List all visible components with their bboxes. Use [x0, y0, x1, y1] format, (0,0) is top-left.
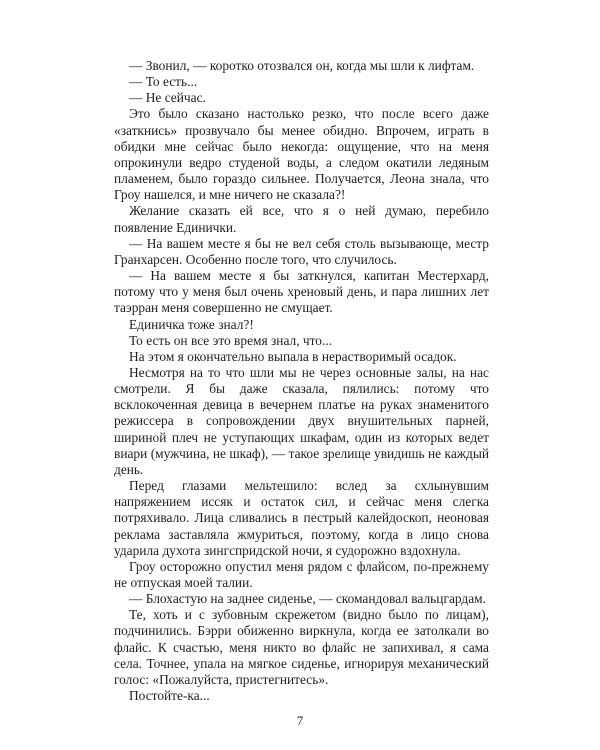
- paragraph: — Звонил, — коротко отозвался он, когда мы шли к лифтам.: [129, 58, 475, 73]
- paragraph: — На вашем месте я бы не вел себя столь вызывающе, местр Гранхарсен. Особенно после того, что случилось.: [114, 235, 489, 267]
- paragraph: Гроу осторожно опустил меня рядом с флайсом, по-прежнему не отпуская моей талии.: [114, 558, 489, 590]
- paragraph: На этом я окончательно выпала в нерастворимый осадок.: [129, 348, 457, 364]
- paragraph: Единичка тоже знал?!: [129, 316, 254, 332]
- paragraph: Несмотря на то что шли мы не через основные залы, на нас смотрели. Я бы даже сказала, пялились: потому что всклокоченная девица в вечернем платье на руках знаменитого режиссера в сопровождении двух внушительных парней, шириной плеч не уступающих шкафам, один из которых ведет виари (мужчина, не шкаф), — такое зрелище увидишь не каждый день.: [114, 364, 489, 477]
- paragraph: — Не сейчас.: [129, 90, 206, 106]
- paragraph: — Блохастую на заднее сиденье, — скомандовал вальцгардам.: [129, 591, 486, 607]
- paragraph: — На вашем месте я бы заткнулся, капитан Местерхард, потому что у меня был очень хреновый день, и пара лишних лет таэрран меня совершенно не смущает.: [114, 268, 489, 316]
- paragraph: Те, хоть и с зубовным скрежетом (видно было по лицам), подчинились. Бэрри обиженно виркнула, когда ее затолкали во флайс. К счастью, меня никто во флайс не запихивал, я сама села. Точнее, упала на мягкое сиденье, игнорируя механический голос: «Пожалуйста, пристегнитесь».: [114, 607, 489, 687]
- paragraph: Это было сказано настолько резко, что после всего даже «заткнись» прозвучало бы менее обидно. Впрочем, играть в обидки мне сейчас было некогда: ощущение, что на меня опрокинули ведро студеной воды, а следом окатили ледяным пламенем, было гораздо сильнее. Получается, Леона знала, что Гроу нашелся, и мне ничего не сказала?!: [114, 106, 489, 203]
- page-number: 7: [296, 713, 304, 728]
- paragraph: Перед глазами мельтешило: вслед за схлынувшим напряжением иссяк и остаток сил, и сейчас меня слегка потряхивало. Лица сливались в пестрый калейдоскоп, неоновая реклама заставляла жмуриться, поэтому, когда в лицо снова ударила духота зингспридской ночи, я судорожно вздохнула.: [114, 478, 489, 558]
- book-page-text: [114, 58, 489, 704]
- paragraph: То есть он все это время знал, что...: [129, 332, 333, 348]
- paragraph: Постойте-ка...: [129, 688, 210, 704]
- paragraph: Желание сказать ей все, что я о ней думаю, перебило появление Единички.: [114, 203, 489, 235]
- paragraph: — То есть...: [129, 74, 198, 90]
